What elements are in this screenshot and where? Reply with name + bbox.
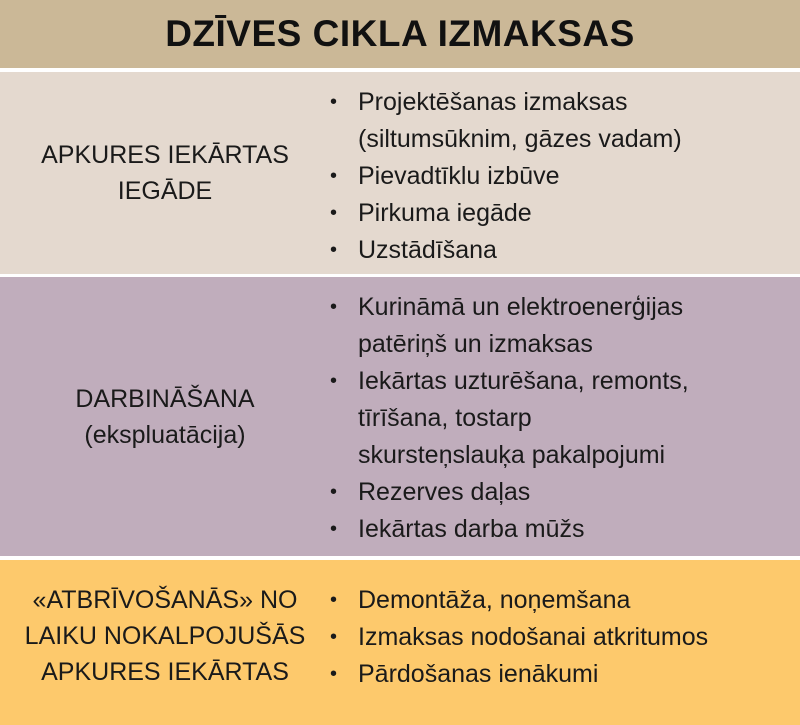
list-item: • Iekārtas darba mūžs — [330, 511, 689, 548]
row-label-line: IEGĀDE — [117, 176, 213, 205]
bullet-list — [330, 84, 682, 269]
row-label-line: «ATBRĪVOŠANĀS» NO — [32, 586, 298, 615]
row-label-line: LAIKU NOKALPOJUŠĀS — [24, 622, 306, 651]
bullet-list — [330, 582, 708, 693]
row-label-line: APKURES IEKĀRTAS — [41, 658, 289, 687]
row-acquisition — [0, 72, 800, 274]
bullet-list — [330, 289, 689, 548]
list-item: • Projektēšanas izmaksas (siltumsūknim, gāzes vadam) — [330, 84, 682, 158]
row-label — [0, 72, 330, 274]
table-title: DZĪVES CIKLA IZMAKSAS — [165, 12, 635, 54]
row-items — [330, 72, 800, 274]
list-item: • Rezerves daļas — [330, 474, 689, 511]
list-item: • Uzstādīšana — [330, 232, 682, 269]
row-items — [330, 277, 800, 555]
list-item: • Pārdošanas ienākumi — [330, 656, 708, 693]
table-header — [0, 0, 800, 68]
row-items — [330, 560, 800, 725]
list-item: • Pievadtīklu izbūve — [330, 158, 682, 195]
row-label-line: (ekspluatācija) — [84, 420, 246, 449]
list-item: • Demontāža, noņemšana — [330, 582, 708, 619]
row-label — [0, 277, 330, 555]
row-operation — [0, 277, 800, 555]
list-item: • Iekārtas uzturēšana, remonts, tīrīšana, tostarp skursteņslauķa pakalpojumi — [330, 363, 689, 474]
list-item: • Izmaksas nodošanai atkritumos — [330, 619, 708, 656]
list-item: • Kurināmā un elektroenerģijas patēriņš un izmaksas — [330, 289, 689, 363]
list-item: • Pirkuma iegāde — [330, 195, 682, 232]
row-disposal — [0, 560, 800, 725]
row-label-line: APKURES IEKĀRTAS — [41, 140, 289, 169]
row-label — [0, 560, 330, 725]
row-label-line: DARBINĀŠANA — [75, 384, 255, 413]
